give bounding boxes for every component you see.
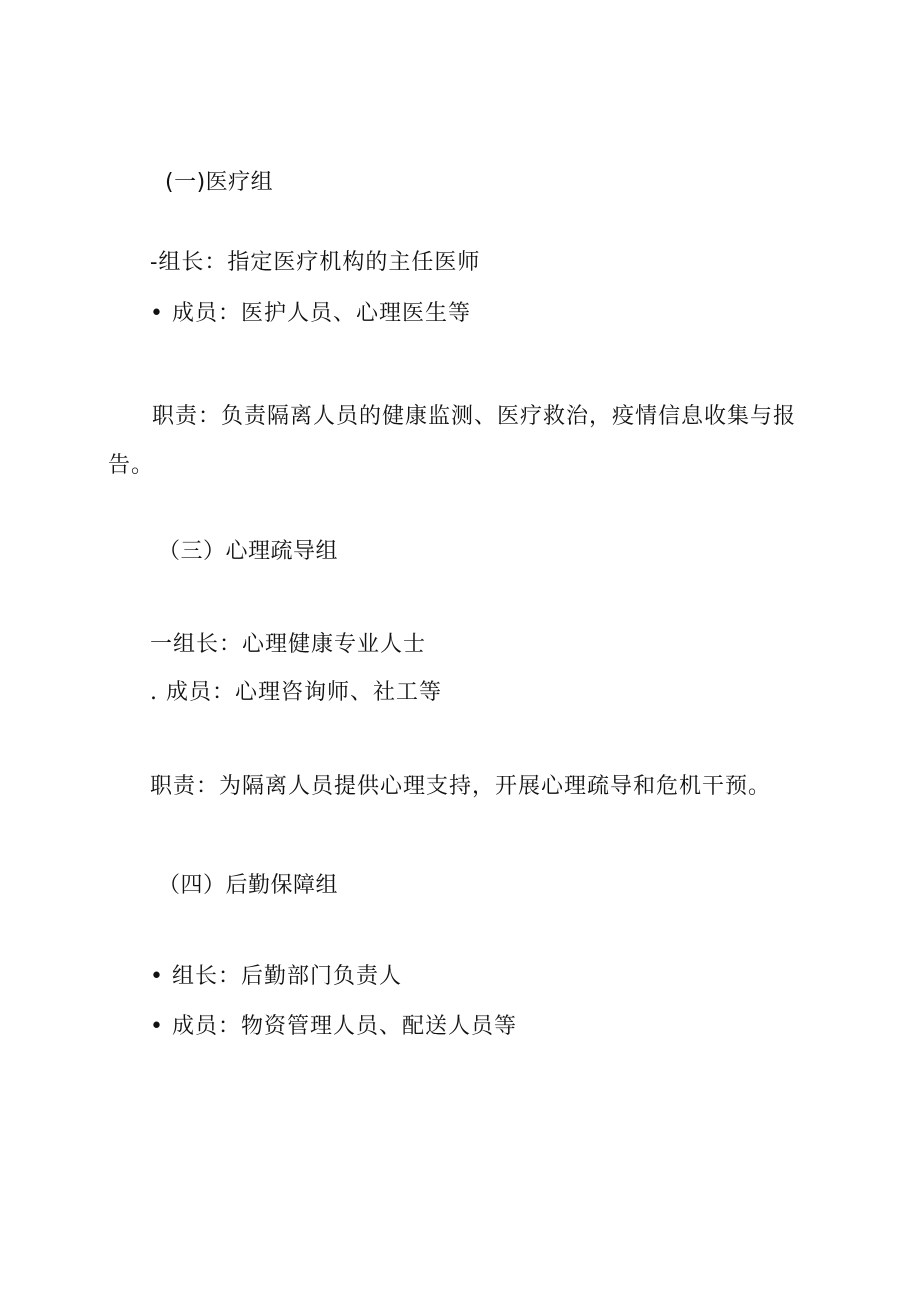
logistics-leader-line: • 组长：后勤部门负责人 [150, 964, 402, 989]
psychology-leader-line: 一组长：心理健康专业人士 [150, 632, 427, 657]
medical-duty-paragraph: 职责：负责隔离人员的健康监测、医疗救治，疫情信息收集与报告。 [108, 404, 797, 478]
logistics-members-line: • 成员：物资管理人员、配送人员等 [150, 1014, 517, 1039]
section-heading-psychology: （三）心理疏导组 [158, 539, 339, 564]
section-heading-logistics: （四）后勤保障组 [158, 873, 339, 898]
psychology-duty-line: 职责：为隔离人员提供心理支持，开展心理疏导和危机干预。 [150, 774, 772, 799]
medical-members-line: • 成员：医护人员、心理医生等 [150, 301, 471, 326]
psychology-members-line: . 成员：心理咨询师、社工等 [150, 680, 442, 705]
medical-leader-line: -组长：指定医疗机构的主任医师 [150, 250, 481, 275]
section-heading-medical: (一)医疗组 [165, 170, 274, 195]
